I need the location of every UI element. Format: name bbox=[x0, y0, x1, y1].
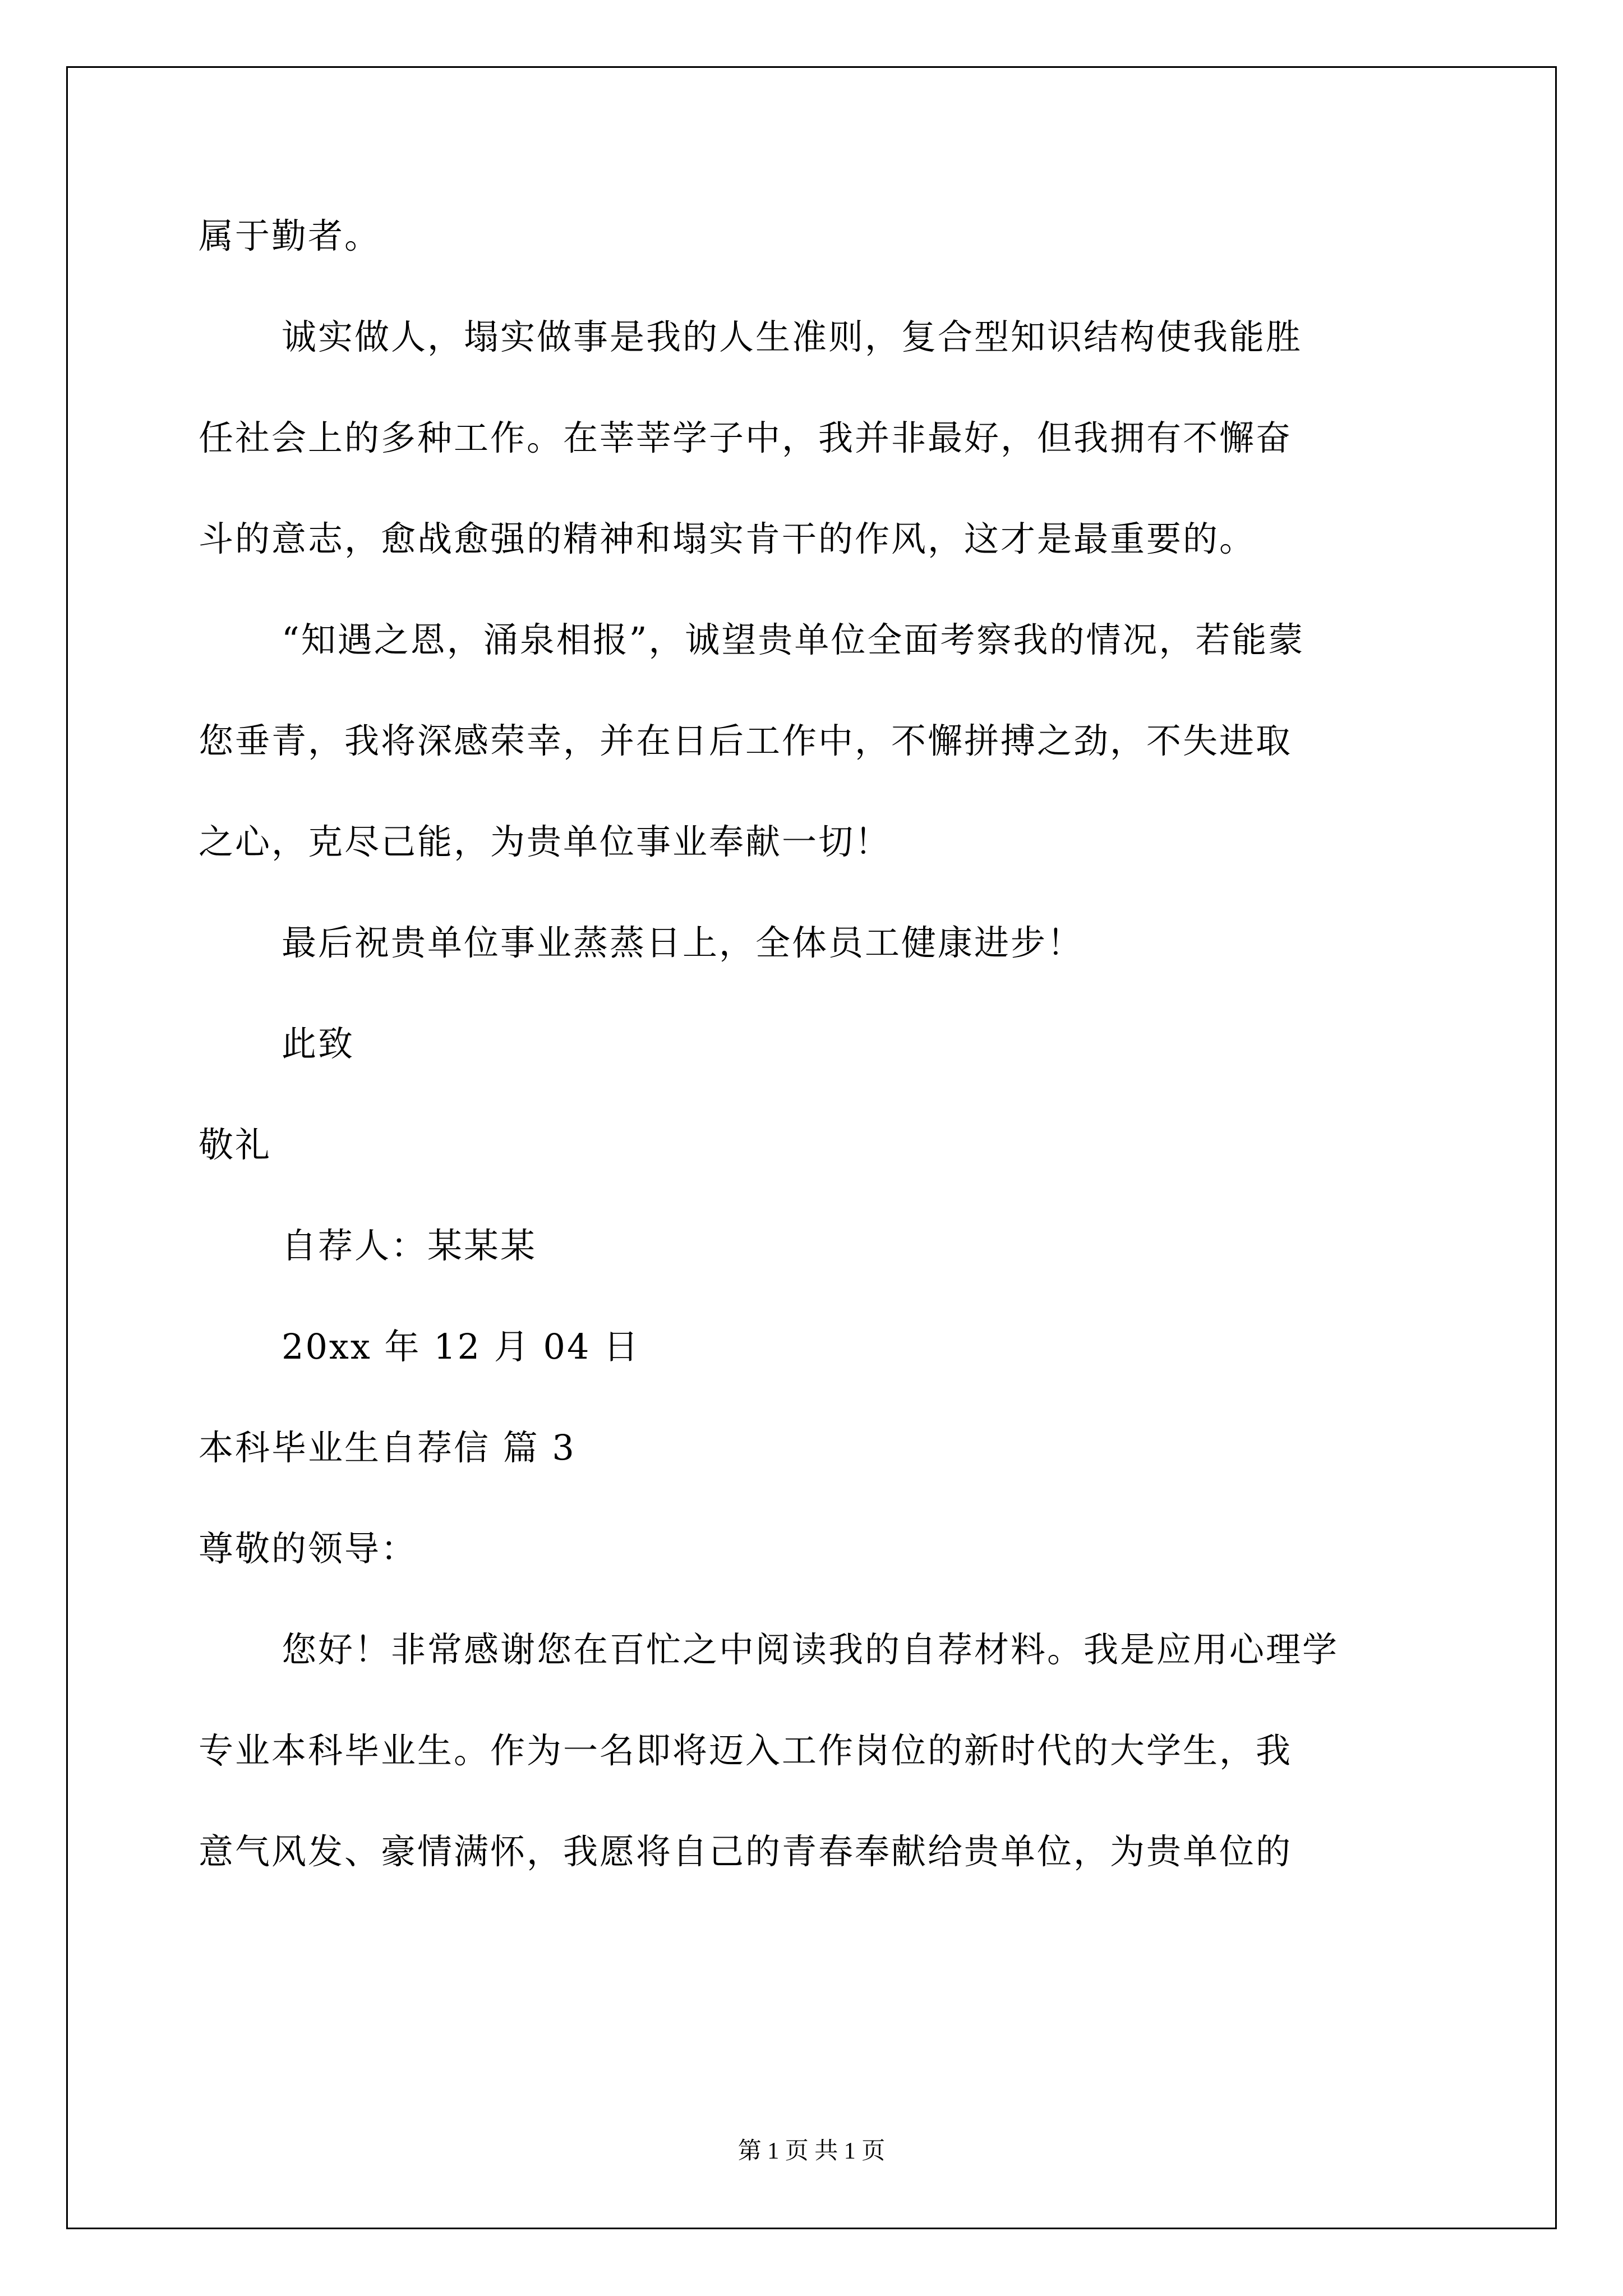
date-line: 20xx 年 12 月 04 日 bbox=[282, 1326, 640, 1367]
paragraph-line: 诚实做人，塌实做事是我的人生准则，复合型知识结构使我能胜 bbox=[282, 316, 1303, 357]
paragraph-line: 斗的意志，愈战愈强的精神和塌实肯干的作风，这才是最重要的。 bbox=[199, 518, 1256, 559]
document-body bbox=[199, 215, 1432, 1935]
greeting: 尊敬的领导： bbox=[199, 1528, 418, 1569]
signature-line: 自荐人：某某某 bbox=[282, 1225, 537, 1266]
closing-phrase: 此致 bbox=[282, 1023, 355, 1064]
paragraph-line: 专业本科毕业生。作为一名即将迈入工作岗位的新时代的大学生，我 bbox=[199, 1730, 1293, 1771]
paragraph-line: 您垂青，我将深感荣幸，并在日后工作中，不懈拼搏之劲，不失进取 bbox=[199, 720, 1293, 761]
page-footer: 第 1 页 共 1 页 bbox=[737, 2138, 886, 2164]
paragraph-line: 意气风发、豪情满怀，我愿将自己的青春奉献给贵单位，为贵单位的 bbox=[199, 1831, 1293, 1872]
paragraph-line: 最后祝贵单位事业蒸蒸日上，全体员工健康进步！ bbox=[282, 922, 1084, 963]
salutation: 敬礼 bbox=[199, 1124, 272, 1165]
paragraph-line: 属于勤者。 bbox=[199, 215, 381, 256]
paragraph-line: 之心，克尽己能，为贵单位事业奉献一切！ bbox=[199, 821, 892, 862]
section-heading: 本科毕业生自荐信 篇 3 bbox=[199, 1427, 576, 1468]
paragraph-line: “知遇之恩，涌泉相报”，诚望贵单位全面考察我的情况，若能蒙 bbox=[282, 619, 1305, 660]
paragraph-line: 您好！非常感谢您在百忙之中阅读我的自荐材料。我是应用心理学 bbox=[282, 1629, 1339, 1670]
paragraph-line: 任社会上的多种工作。在莘莘学子中，我并非最好，但我拥有不懈奋 bbox=[199, 417, 1293, 458]
